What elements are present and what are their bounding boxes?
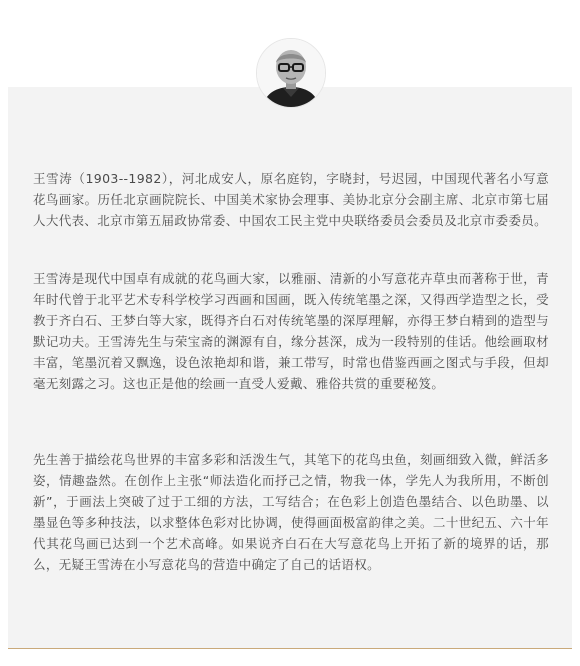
article-paragraph-intro: 王雪涛（1903--1982），河北成安人，原名庭钧，字晓封，号迟园，中国现代著名小写意花鸟画家。历任北京画院院长、中国美术家协会理事、美协北京分会副主席、北京市第七届人大代表、北京市第五届政协常委、中国农工民主党中央联络委员会委员及北京市委委员。 bbox=[33, 171, 549, 228]
article-paragraph-achievement: 王雪涛是现代中国卓有成就的花鸟画大家，以雅丽、清新的小写意花卉草虫而著称于世，青年时代曾于北平艺术专科学校学习西画和国画，既入传统笔墨之深，又得西学造型之长，受教于齐白石、王梦白等大家，既得齐白石对传统笔墨的深厚理解，亦得王梦白精到的造型与默记功夫。王雪涛先生与荣宝斋的渊源有自，缘分甚深，成为一段特别的佳话。他绘画取材丰富，笔墨沉着又飘逸，设色浓艳却和谐，兼工带写，时常也借鉴西画之图式与手段，但却毫无刻露之习。这也正是他的绘画一直受人爱戴、雅俗共赏的重要秘笈。 bbox=[33, 271, 549, 391]
divider-rule bbox=[8, 648, 572, 649]
portrait-photo bbox=[256, 38, 326, 108]
article-paragraph-style: 先生善于描绘花鸟世界的丰富多彩和活泼生气，其笔下的花鸟虫鱼，刻画细致入微，鲜活多姿，情趣盎然。在创作上主张“师法造化而抒己之情，物我一体，学先人为我所用，不断创新”，于画法上突破了过于工细的方法，工写结合；在色彩上创造色墨结合、以色助墨、以墨显色等多种技法，以求整体色彩对比协调，使得画面极富韵律之美。二十世纪五、六十年代其花鸟画已达到一个艺术高峰。如果说齐白石在大写意花鸟上开拓了新的境界的话，那么，无疑王雪涛在小写意花鸟的营造中确定了自己的话语权。 bbox=[33, 452, 549, 572]
portrait-icon bbox=[257, 39, 325, 107]
